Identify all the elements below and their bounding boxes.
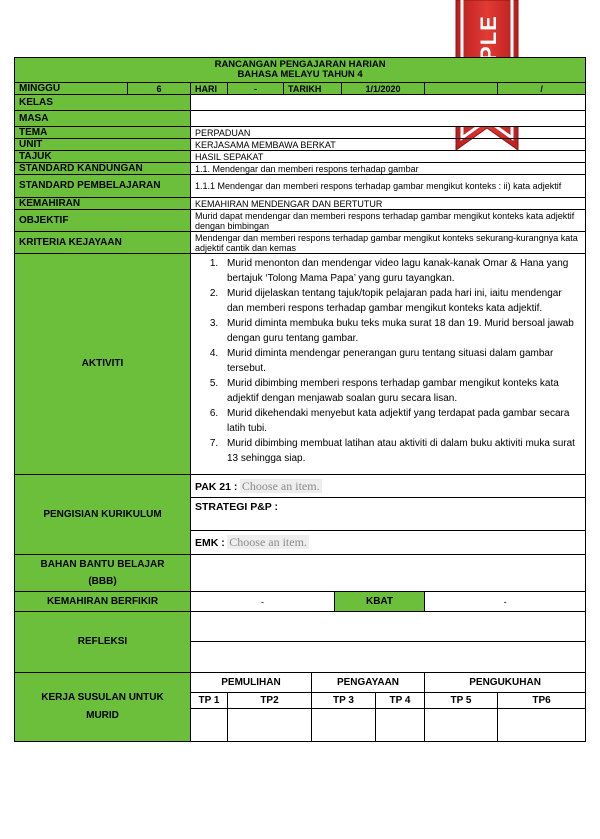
tp3-cell	[312, 709, 376, 742]
pemulihan-header: PEMULIHAN	[191, 673, 312, 693]
aktiviti-label: AKTIVITI	[15, 254, 191, 475]
masa-value	[191, 111, 586, 127]
aktiviti-item: 2. Murid dijelaskan tentang tajuk/topik pelajaran pada hari ini, iaitu mendengar dan memberi respons terhadap gambar mengikut konteks kata adjektif.	[221, 286, 577, 316]
kbat-label: KBAT	[335, 592, 425, 612]
masa-header-value: /	[498, 83, 586, 95]
tp5-cell	[425, 709, 498, 742]
tp5-header: TP 5	[425, 693, 498, 709]
tema-label: TEMA	[15, 127, 191, 139]
unit-label: UNIT	[15, 139, 191, 151]
sp-value: 1.1.1 Mendengar dan memberi respons terhadap gambar mengikut konteks : ii) kata adjektif	[191, 175, 586, 198]
page-title: RANCANGAN PENGAJARAN HARIAN	[214, 59, 386, 70]
hari-label: HARI	[191, 83, 228, 95]
kelas-value	[191, 95, 586, 111]
kriteria-label: KRITERIA KEJAYAAN	[15, 232, 191, 254]
aktiviti-item: 1. Murid menonton dan mendengar video lagu kanak-kanak Omar & Hana yang bertajuk ‘Tolong Mama Papa’ yang guru tayangkan.	[221, 256, 577, 286]
bbb-label-line2: (BBB)	[88, 576, 117, 587]
kelas-label: KELAS	[15, 95, 191, 111]
tp4-header: TP 4	[376, 693, 425, 709]
page-subtitle: BAHASA MELAYU TAHUN 4	[237, 69, 363, 80]
tp3-header: TP 3	[312, 693, 376, 709]
tp6-cell	[498, 709, 586, 742]
tajuk-value: HASIL SEPAKAT	[191, 151, 586, 163]
tp2-cell	[228, 709, 312, 742]
sk-value: 1.1. Mendengar dan memberi respons terhadap gambar	[191, 163, 586, 175]
berfikir-label: KEMAHIRAN BERFIKIR	[15, 592, 191, 612]
rph-table	[14, 57, 586, 742]
aktiviti-content	[191, 254, 586, 475]
minggu-label: MINGGU	[15, 83, 128, 95]
tajuk-label: TAJUK	[15, 151, 191, 163]
tarikh-label: TARIKH	[284, 83, 342, 95]
refleksi-line-1	[191, 612, 586, 642]
sk-label: STANDARD KANDUNGAN	[15, 163, 191, 175]
emk-row	[191, 531, 586, 555]
masa-header-cell	[425, 83, 498, 95]
kemahiran-value: KEMAHIRAN MENDENGAR DAN BERTUTUR	[191, 198, 586, 210]
kurikulum-label: PENGISIAN KURIKULUM	[15, 475, 191, 555]
berfikir-value: -	[191, 592, 335, 612]
emk-label: EMK :	[195, 537, 225, 549]
tp4-cell	[376, 709, 425, 742]
tp1-cell	[191, 709, 228, 742]
pengukuhan-header: PENGUKUHAN	[425, 673, 586, 693]
tarikh-value: 1/1/2020	[342, 83, 425, 95]
strategi-row	[191, 498, 586, 531]
pak-label: PAK 21 :	[195, 480, 238, 493]
objektif-label: OBJEKTIF	[15, 210, 191, 232]
pak-row	[191, 475, 586, 498]
kbat-value: -	[425, 592, 586, 612]
tp1-header: TP 1	[191, 693, 228, 709]
rph-sheet	[14, 57, 585, 742]
strategi-label: STRATEGI P&P :	[195, 501, 279, 513]
aktiviti-item: 5. Murid dibimbing memberi respons terhadap gambar mengikut konteks kata adjektif dengan menjawab soalan guru secara lisan.	[221, 376, 577, 406]
susulan-label-line2: MURID	[86, 710, 119, 721]
objektif-value: Murid dapat mendengar dan memberi respons terhadap gambar mengikut konteks kata adjektif dengan bimbingan	[191, 210, 586, 232]
bbb-label-line1: BAHAN BANTU BELAJAR	[40, 559, 165, 570]
unit-value: KERJASAMA MEMBAWA BERKAT	[191, 139, 586, 151]
susulan-label	[15, 673, 191, 742]
aktiviti-item: 6. Murid dikehendaki menyebut kata adjektif yang terdapat pada gambar secara latih tubi.	[221, 406, 577, 436]
aktiviti-item: 3. Murid diminta membuka buku teks muka surat 18 dan 19. Murid bersoal jawab dengan guru tentang gambar.	[221, 316, 577, 346]
aktiviti-list	[195, 254, 581, 468]
bbb-label	[15, 555, 191, 592]
refleksi-line-2	[191, 642, 586, 673]
rph-header	[15, 58, 586, 83]
tema-value: PERPADUAN	[191, 127, 586, 139]
kriteria-value: Mendengar dan memberi respons terhadap gambar mengikut konteks sekurang-kurangnya kata adjektif cantik dan kemas	[191, 232, 586, 254]
bbb-value	[191, 555, 586, 592]
tp2-header: TP2	[228, 693, 312, 709]
masa-label: MASA	[15, 111, 191, 127]
hari-value: -	[228, 83, 284, 95]
kemahiran-label: KEMAHIRAN	[15, 198, 191, 210]
refleksi-label: REFLEKSI	[15, 612, 191, 673]
emk-dropdown[interactable]: Choose an item.	[229, 535, 307, 549]
sp-label: STANDARD PEMBELAJARAN	[15, 175, 191, 198]
pak-dropdown[interactable]: Choose an item.	[241, 478, 320, 493]
minggu-value: 6	[128, 83, 191, 95]
tp6-header: TP6	[498, 693, 586, 709]
aktiviti-item: 4. Murid diminta mendengar penerangan guru tentang situasi dalam gambar tersebut.	[221, 346, 577, 376]
susulan-label-line1: KERJA SUSULAN UNTUK	[41, 692, 164, 703]
pengayaan-header: PENGAYAAN	[312, 673, 425, 693]
aktiviti-item: 7. Murid dibimbing membuat latihan atau aktiviti di dalam buku aktiviti muka surat 13 sehingga siap.	[221, 436, 577, 466]
